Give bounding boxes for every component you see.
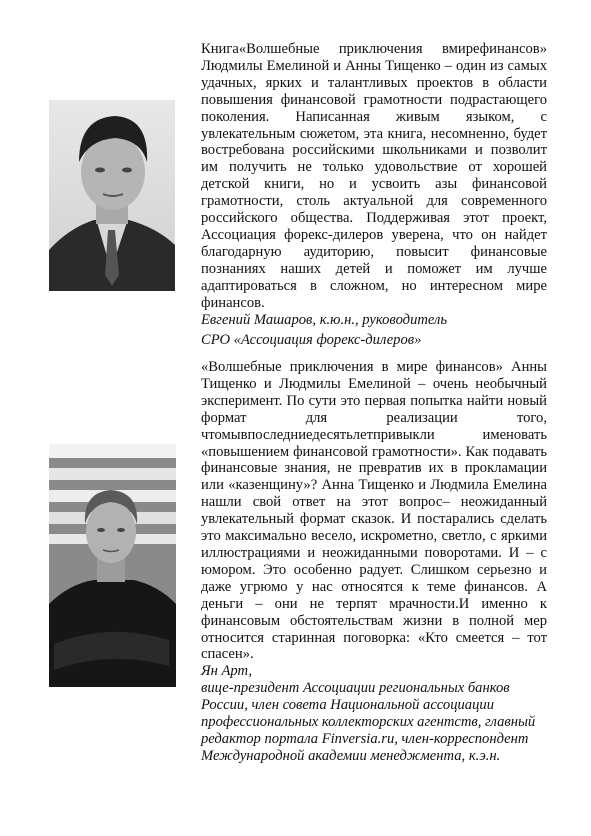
portrait-photo-art: [49, 444, 176, 687]
review-text: Книга«Волшебные приключения вмирефинансов» Людмилы Емелиной и Анны Тищенко – один из самых удачных, ярких и талантливых проектов в области повышения финансовой грамотности подрастающего поколения. Написанная живым языком, с увлекательным сюжетом, эта книга, несомненно, будет востребована российскими школьниками и позволит им получить не только удовольствие от хорошей детской книги, но и усвоить азы финансовой грамотности, столь актуальной для современного российского общества. Поддерживая этот проект, Ассоциация форекс-дилеров уверена, что он найдет благодарную аудиторию, повысит финансовые познаниях наших детей и поможет им лучше адаптироваться в сложном, но интересном мире финансов.: [201, 41, 547, 311]
portrait-photo-mansharov: [49, 100, 175, 291]
review-organization: СРО «Ассоциация форекс-дилеров»: [201, 332, 422, 349]
review-author: Ян Арт,: [201, 663, 253, 680]
review-author: Евгений Машаров, к.ю.н., руководитель: [201, 311, 448, 328]
review-author-credentials: вице-президент Ассоциации региональных банков России, член совета Национальной ассоциации профессиональных коллекторских агентств, главный редактор портала Finversia.ru, член-корреспондент Международной академии менеджмента, к.э.н.: [201, 680, 536, 764]
review-text: «Волшебные приключения в мире финансов» Анны Тищенко и Людмилы Емелиной – очень необычный эксперимент. По сути это первая попытка найти новый формат для реализации того, чтомывпоследниедесятьлетпривыкли именовать «повышением финансовой грамотности». Как подавать финансовые знания, не превратив их в прокламации или «казенщину»? Анна Тищенко и Людмила Емелина нашли свой ответ на этот вопрос– неожиданный увлекательный формат сказок. И постарались сделать это максимально весело, искрометно, светло, с яркими иллюстрациями и неожиданными поворотами. И – с юмором. Это особенно радует. Слишком серьезно и даже угрюмо у нас относятся к теме финансов. А деньги – они не терпят мрачности.И именно к финансовым обстоятельствам жизни в полной мер относится старинная поговорка: «Кто смеется – тот спасен».: [201, 359, 547, 663]
review-art: [201, 359, 547, 765]
review-mansharov: [201, 41, 547, 349]
